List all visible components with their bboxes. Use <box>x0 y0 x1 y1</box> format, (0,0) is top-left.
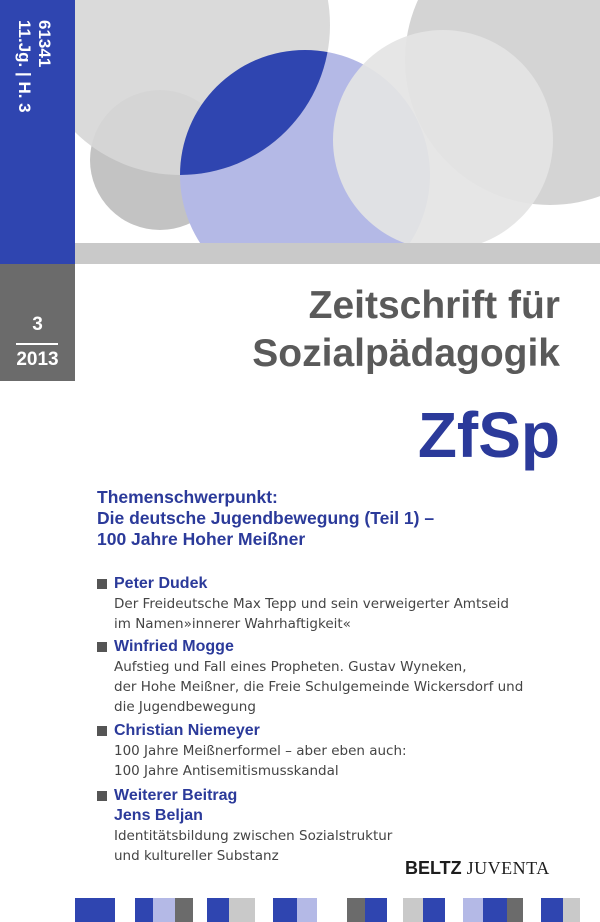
publisher-logo <box>405 858 550 879</box>
bullet-square-icon <box>97 791 107 801</box>
article-desc-line: und kultureller Substanz <box>114 848 279 864</box>
article-item <box>97 786 567 866</box>
spine-blue-block <box>0 0 75 264</box>
theme-line-3: 100 Jahre Hoher Meißner <box>97 529 306 549</box>
journal-abbreviation: ZfSp <box>417 399 560 471</box>
journal-title-line-1: Zeitschrift für <box>308 284 560 327</box>
bullet-square-icon <box>97 726 107 736</box>
theme-line-2: Die deutsche Jugendbewegung (Teil 1) – <box>97 508 435 528</box>
article-desc-line: der Hohe Meißner, die Freie Schulgemeinde Wickersdorf und <box>114 679 524 695</box>
volume-line-1: 11.Jg. | H. 3 <box>15 20 34 113</box>
theme-line-1: Themenschwerpunkt: <box>97 487 278 507</box>
volume-info <box>12 20 72 240</box>
journal-title <box>200 282 560 378</box>
issue-number: 3 <box>32 314 43 335</box>
theme-heading <box>97 487 577 550</box>
article-item <box>97 721 567 781</box>
article-author: Peter Dudek <box>114 575 208 592</box>
issue-year: 2013 <box>16 349 59 370</box>
article-desc-line: Der Freideutsche Max Tepp und sein verweigerter Amtseid <box>114 596 509 612</box>
article-desc-line: im Namen»innerer Wahrhaftigkeit« <box>114 616 351 632</box>
article-desc-line: 100 Jahre Meißnerformel – aber eben auch: <box>114 743 407 759</box>
article-desc-line: die Jugendbewegung <box>114 699 256 715</box>
bottom-color-strip <box>75 898 600 922</box>
article-desc-line: Identitätsbildung zwischen Sozialstruktur <box>114 828 393 844</box>
volume-line-2: 61341 <box>35 20 54 68</box>
article-item <box>97 637 567 717</box>
article-item <box>97 574 567 634</box>
article-desc-line: 100 Jahre Antisemitismusskandal <box>114 763 339 779</box>
article-desc-line: Aufstieg und Fall eines Propheten. Gustav Wyneken, <box>114 659 467 675</box>
publisher-name-part-2: JUVENTA <box>466 858 550 878</box>
bullet-square-icon <box>97 579 107 589</box>
journal-title-line-2: Sozialpädagogik <box>252 332 560 375</box>
grey-band <box>75 243 600 264</box>
article-author: Jens Beljan <box>114 807 203 824</box>
article-author: Christian Niemeyer <box>114 722 260 739</box>
cover-circles-art <box>75 0 600 245</box>
issue-divider <box>16 343 58 345</box>
bullet-square-icon <box>97 642 107 652</box>
publisher-name-part-1: BELTZ <box>405 858 462 878</box>
article-author: Winfried Mogge <box>114 638 234 655</box>
article-section-label: Weiterer Beitrag <box>114 787 238 804</box>
